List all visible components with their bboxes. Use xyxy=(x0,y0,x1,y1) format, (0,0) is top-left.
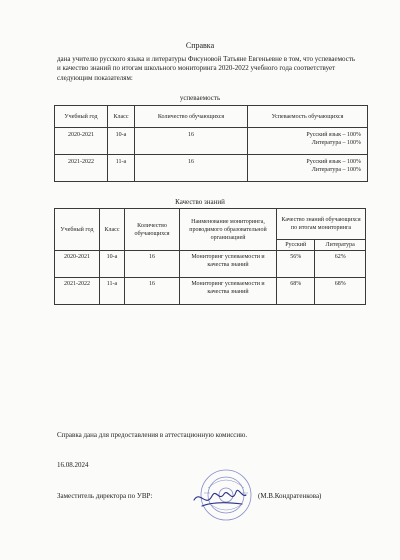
cell-year: 2021-2022 xyxy=(55,155,108,182)
performance-literature: Литература – 100% xyxy=(311,140,361,146)
performance-russian: Русский язык – 100% xyxy=(306,132,361,138)
table-row xyxy=(55,128,368,155)
cell-class: 11-а xyxy=(100,278,125,305)
cell-literature: 68% xyxy=(315,278,366,305)
header-monitoring: Наименование мониторинга, проводимого образовательной организацией xyxy=(180,209,277,251)
cell-performance xyxy=(248,155,368,182)
cell-year: 2021-2022 xyxy=(55,278,100,305)
cell-russian: 56% xyxy=(277,251,315,278)
header-year: Учебный год xyxy=(55,209,100,251)
cell-class: 10-а xyxy=(108,128,135,155)
header-performance: Успеваемость обучающихся xyxy=(248,106,368,128)
cell-russian: 68% xyxy=(277,278,315,305)
cell-count: 16 xyxy=(125,251,180,278)
document-date: 16.08.2024 xyxy=(57,461,89,469)
cell-count: 16 xyxy=(135,128,248,155)
cell-class: 10-а xyxy=(100,251,125,278)
cell-class: 11-а xyxy=(108,155,135,182)
performance-russian: Русский язык – 100% xyxy=(306,159,361,165)
header-class: Класс xyxy=(108,106,135,128)
performance-literature: Литература – 100% xyxy=(311,167,361,173)
table-header-row xyxy=(55,106,368,128)
cell-count: 16 xyxy=(125,278,180,305)
header-literature: Литература xyxy=(315,240,366,251)
table-header-row xyxy=(55,209,366,240)
header-quality: Качество знаний обучающихся по итогам мониторинга xyxy=(277,209,366,240)
quality-table xyxy=(54,208,366,305)
cell-monitoring: Мониторинг успеваемости и качества знаний xyxy=(180,278,277,305)
header-count: Количество обучающихся xyxy=(125,209,180,251)
footer-note: Справка дана для предоставления в аттестационную комиссию. xyxy=(57,431,248,439)
cell-monitoring: Мониторинг успеваемости и качества знаний xyxy=(180,251,277,278)
table-row xyxy=(55,155,368,182)
intro-paragraph: дана учителю русского языка и литературы Фисуновой Татьяне Евгеньевне в том, что успеваемость и качество знаний по итогам школьного мониторинга 2020-2022 учебного года соответствует следующим показателям: xyxy=(57,55,356,82)
header-count: Количество обучающихся xyxy=(135,106,248,128)
cell-year: 2020-2021 xyxy=(55,128,108,155)
official-stamp-and-signature xyxy=(186,468,260,528)
cell-count: 16 xyxy=(135,155,248,182)
header-class: Класс xyxy=(100,209,125,251)
signatory-title: Заместитель директора по УВР: xyxy=(57,492,153,500)
cell-year: 2020-2021 xyxy=(55,251,100,278)
header-russian: Русский xyxy=(277,240,315,251)
signatory-name: (М.В.Кондратенкова) xyxy=(258,492,322,500)
cell-performance xyxy=(248,128,368,155)
section-performance-title: успеваемость xyxy=(179,94,221,102)
cell-literature: 62% xyxy=(315,251,366,278)
section-quality-title: Качество знаний xyxy=(175,198,225,206)
table-row xyxy=(55,278,366,305)
document-title: Справка xyxy=(185,41,215,50)
header-year: Учебный год xyxy=(55,106,108,128)
table-row xyxy=(55,251,366,278)
performance-table xyxy=(54,105,368,182)
